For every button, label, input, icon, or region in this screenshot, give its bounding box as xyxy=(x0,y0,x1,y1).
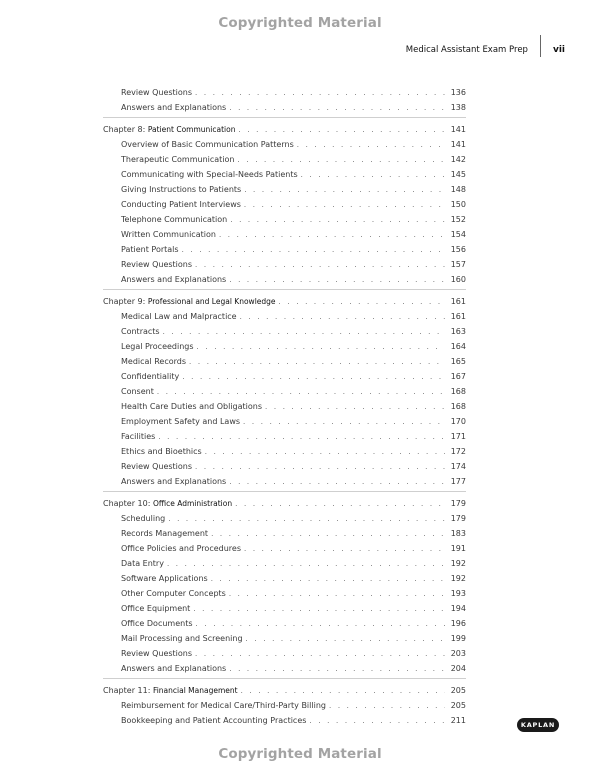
toc-entry-row xyxy=(103,227,466,242)
chapter-title: Patient Communication xyxy=(147,125,236,134)
dot-leader xyxy=(244,198,445,213)
toc-page-number: 161 xyxy=(450,297,466,306)
chapter-number: Chapter 11: xyxy=(103,686,153,695)
chapter-number: Chapter 9: xyxy=(103,297,148,306)
toc-entry-row xyxy=(103,646,466,661)
toc-entry-row xyxy=(103,354,466,369)
toc-entry-row xyxy=(103,586,466,601)
toc-entry-row xyxy=(103,137,466,152)
entry-title: Therapeutic Communication xyxy=(121,155,235,164)
toc-page-number: 199 xyxy=(450,634,466,643)
entry-title: Confidentiality xyxy=(121,372,180,381)
book-title: Medical Assistant Exam Prep xyxy=(405,45,528,55)
dot-leader xyxy=(265,400,445,415)
entry-title: Conducting Patient Interviews xyxy=(121,200,241,209)
toc-page-number: 211 xyxy=(450,716,466,725)
entry-title: Legal Proceedings xyxy=(121,342,194,351)
dot-leader xyxy=(246,632,445,647)
entry-title: Giving Instructions to Patients xyxy=(121,185,242,194)
dot-leader xyxy=(205,445,445,460)
dot-leader xyxy=(196,617,445,632)
toc-entry-row xyxy=(103,571,466,586)
toc-entry-row xyxy=(103,309,466,324)
dot-leader xyxy=(211,527,445,542)
dot-leader xyxy=(219,228,445,243)
entry-title: Office Policies and Procedures xyxy=(121,544,241,553)
entry-title: Software Applications xyxy=(121,574,208,583)
entry-title: Answers and Explanations xyxy=(121,275,227,284)
dot-leader xyxy=(189,355,445,370)
entry-title: Review Questions xyxy=(121,462,193,471)
entry-title: Overview of Basic Communication Patterns xyxy=(121,140,294,149)
running-head xyxy=(406,43,565,57)
entry-title: Written Communication xyxy=(121,230,216,239)
toc-page-number: 150 xyxy=(450,200,466,209)
dot-leader xyxy=(195,647,445,662)
dot-leader xyxy=(329,699,445,714)
dot-leader xyxy=(197,340,445,355)
dot-leader xyxy=(301,168,445,183)
toc-chapter-row xyxy=(103,294,466,309)
toc-page-number: 145 xyxy=(450,170,466,179)
dot-leader xyxy=(158,430,445,445)
toc-entry-row xyxy=(103,526,466,541)
entry-title: Communicating with Special-Needs Patients xyxy=(121,170,298,179)
dot-leader xyxy=(297,138,445,153)
toc-page-number: 192 xyxy=(450,559,466,568)
toc-entry-row xyxy=(103,182,466,197)
entry-title: Data Entry xyxy=(121,559,164,568)
chapter-title: Financial Management xyxy=(152,686,238,695)
entry-title: Health Care Duties and Obligations xyxy=(121,402,262,411)
entry-title: Contracts xyxy=(121,327,160,336)
toc-entry-row xyxy=(103,616,466,631)
dot-leader xyxy=(195,258,445,273)
toc-page-number: 160 xyxy=(450,275,466,284)
entry-title: Bookkeeping and Patient Accounting Practices xyxy=(121,716,307,725)
toc-page-number: 196 xyxy=(450,619,466,628)
toc-page-number: 163 xyxy=(450,327,466,336)
toc-page-number: 192 xyxy=(450,574,466,583)
dot-leader xyxy=(229,475,445,490)
dot-leader xyxy=(309,714,445,729)
entry-title: Consent xyxy=(121,387,154,396)
dot-leader xyxy=(163,325,445,340)
toc-page-number: 194 xyxy=(450,604,466,613)
dot-leader xyxy=(229,273,445,288)
toc-page-number: 165 xyxy=(450,357,466,366)
section-divider xyxy=(103,491,466,492)
toc-entry-row xyxy=(103,474,466,489)
toc-page-number: 204 xyxy=(450,664,466,673)
toc-page-number: 205 xyxy=(450,686,466,695)
entry-title: Patient Portals xyxy=(121,245,179,254)
chapter-label xyxy=(103,496,232,511)
entry-title: Ethics and Bioethics xyxy=(121,447,202,456)
entry-title: Telephone Communication xyxy=(121,215,228,224)
dot-leader xyxy=(243,415,445,430)
chapter-label xyxy=(103,294,276,309)
toc-page-number: 191 xyxy=(450,544,466,553)
toc-page-number: 154 xyxy=(450,230,466,239)
toc-entry-row xyxy=(103,85,466,100)
toc-page-number: 183 xyxy=(450,529,466,538)
toc-entry-row xyxy=(103,399,466,414)
toc-entry-row xyxy=(103,369,466,384)
toc-page-number: 171 xyxy=(450,432,466,441)
toc-entry-row xyxy=(103,556,466,571)
toc-page-number: 167 xyxy=(450,372,466,381)
entry-title: Medical Law and Malpractice xyxy=(121,312,237,321)
toc-chapter-row xyxy=(103,496,466,511)
toc-entry-row xyxy=(103,384,466,399)
dot-leader xyxy=(230,213,445,228)
toc-entry-row xyxy=(103,541,466,556)
chapter-title: Office Administration xyxy=(152,499,233,508)
toc-entry-row xyxy=(103,698,466,713)
dot-leader xyxy=(238,123,445,138)
kaplan-logo: KAPLAN xyxy=(517,718,559,732)
copyright-watermark-top: Copyrighted Material xyxy=(218,15,382,31)
toc-page-number: 148 xyxy=(450,185,466,194)
toc-page-number: 141 xyxy=(450,125,466,134)
toc-entry-row xyxy=(103,100,466,115)
chapter-label xyxy=(103,122,235,137)
toc-page-number: 172 xyxy=(450,447,466,456)
toc-page-number: 156 xyxy=(450,245,466,254)
toc-page-number: 157 xyxy=(450,260,466,269)
toc-entry-row xyxy=(103,167,466,182)
toc-entry-row xyxy=(103,661,466,676)
entry-title: Office Documents xyxy=(121,619,193,628)
toc-entry-row xyxy=(103,631,466,646)
toc-entry-row xyxy=(103,444,466,459)
entry-title: Facilities xyxy=(121,432,156,441)
dot-leader xyxy=(238,153,446,168)
dot-leader xyxy=(240,310,445,325)
entry-title: Review Questions xyxy=(121,88,193,97)
entry-title: Answers and Explanations xyxy=(121,664,227,673)
entry-title: Employment Safety and Laws xyxy=(121,417,241,426)
entry-title: Mail Processing and Screening xyxy=(121,634,243,643)
toc-page-number: 203 xyxy=(450,649,466,658)
entry-title: Other Computer Concepts xyxy=(121,589,226,598)
section-divider xyxy=(103,678,466,679)
toc-page-number: 136 xyxy=(450,88,466,97)
table-of-contents xyxy=(103,85,466,728)
toc-entry-row xyxy=(103,459,466,474)
dot-leader xyxy=(235,497,445,512)
toc-page-number: 205 xyxy=(450,701,466,710)
page-number: vii xyxy=(552,45,565,55)
dot-leader xyxy=(244,542,445,557)
toc-page-number: 168 xyxy=(450,387,466,396)
toc-page-number: 177 xyxy=(450,477,466,486)
dot-leader xyxy=(168,512,445,527)
dot-leader xyxy=(241,684,445,699)
section-divider xyxy=(103,289,466,290)
toc-page-number: 179 xyxy=(450,514,466,523)
entry-title: Answers and Explanations xyxy=(121,103,227,112)
toc-entry-row xyxy=(103,272,466,287)
entry-title: Scheduling xyxy=(121,514,166,523)
dot-leader xyxy=(195,86,445,101)
toc-page-number: 170 xyxy=(450,417,466,426)
toc-page-number: 161 xyxy=(450,312,466,321)
toc-entry-row xyxy=(103,601,466,616)
entry-title: Answers and Explanations xyxy=(121,477,227,486)
chapter-number: Chapter 10: xyxy=(103,499,153,508)
toc-entry-row xyxy=(103,414,466,429)
toc-entry-row xyxy=(103,152,466,167)
dot-leader xyxy=(182,243,445,258)
toc-page-number: 174 xyxy=(450,462,466,471)
toc-entry-row xyxy=(103,324,466,339)
toc-page-number: 168 xyxy=(450,402,466,411)
toc-page-number: 141 xyxy=(450,140,466,149)
section-divider xyxy=(103,117,466,118)
dot-leader xyxy=(229,587,445,602)
dot-leader xyxy=(195,460,445,475)
dot-leader xyxy=(229,101,445,116)
toc-chapter-row xyxy=(103,683,466,698)
toc-page-number: 152 xyxy=(450,215,466,224)
dot-leader xyxy=(157,385,445,400)
entry-title: Medical Records xyxy=(121,357,186,366)
toc-page-number: 164 xyxy=(450,342,466,351)
dot-leader xyxy=(211,572,445,587)
dot-leader xyxy=(279,295,445,310)
toc-entry-row xyxy=(103,511,466,526)
toc-entry-row xyxy=(103,429,466,444)
copyright-watermark-bottom: Copyrighted Material xyxy=(218,746,382,762)
entry-title: Records Management xyxy=(121,529,209,538)
chapter-title: Professional and Legal Knowledge xyxy=(147,297,276,306)
toc-entry-row xyxy=(103,257,466,272)
entry-title: Reimbursement for Medical Care/Third-Party Billing xyxy=(121,701,326,710)
toc-entry-row xyxy=(103,713,466,728)
toc-page-number: 138 xyxy=(450,103,466,112)
toc-entry-row xyxy=(103,197,466,212)
toc-entry-row xyxy=(103,242,466,257)
entry-title: Review Questions xyxy=(121,260,193,269)
entry-title: Review Questions xyxy=(121,649,193,658)
entry-title: Office Equipment xyxy=(121,604,191,613)
toc-page-number: 193 xyxy=(450,589,466,598)
toc-entry-row xyxy=(103,339,466,354)
dot-leader xyxy=(167,557,445,572)
toc-page-number: 142 xyxy=(450,155,466,164)
toc-page-number: 179 xyxy=(450,499,466,508)
toc-chapter-row xyxy=(103,122,466,137)
dot-leader xyxy=(193,602,445,617)
chapter-label xyxy=(103,683,238,698)
toc-entry-row xyxy=(103,212,466,227)
dot-leader xyxy=(244,183,445,198)
chapter-number: Chapter 8: xyxy=(103,125,148,134)
dot-leader xyxy=(229,662,445,677)
dot-leader xyxy=(182,370,445,385)
